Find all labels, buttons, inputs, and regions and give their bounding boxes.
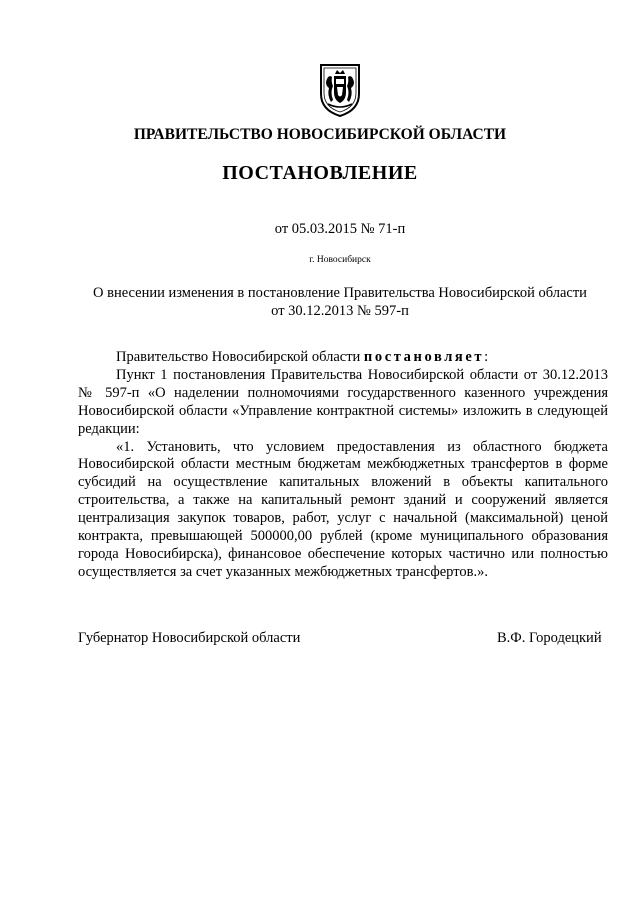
subject-line-2: от 30.12.2013 № 597-п xyxy=(271,303,409,319)
document-subject xyxy=(70,284,610,320)
paragraph-1: Пункт 1 постановления Правительства Новосибирской области от 30.12.2013 № 597-п «О наделении полномочиями государственного казенного учреждения Новосибирской области «Управление контрактной системы» изложить в следующей редакции: xyxy=(78,366,608,437)
signatory-position: Губернатор Новосибирской области xyxy=(78,630,301,646)
signatory-name: В.Ф. Городецкий xyxy=(497,630,602,646)
document-type: ПОСТАНОВЛЕНИЕ xyxy=(222,162,418,184)
intro-paragraph xyxy=(78,349,608,367)
paragraph-2: «1. Установить, что условием предоставления из областного бюджета Новосибирской области местным бюджетам межбюджетных трансфертов в форме субсидий на осуществление капитальных вложений в объекты капитального строительства, а также на капитальный ремонт зданий и сооружений является централизация закупок товаров, работ, услуг с начальной (максимальной) ценой контракта, превышающей 500000,00 рублей (кроме муниципального образования города Новосибирска), финансовое обеспечение которых частично или полностью осуществляется за счет указанных межбюджетных трансфертов.». xyxy=(78,438,608,580)
intro-end: : xyxy=(484,349,489,365)
organization-title: ПРАВИТЕЛЬСТВО НОВОСИБИРСКОЙ ОБЛАСТИ xyxy=(133,126,507,143)
date-number-line: от 05.03.2015 № 71-п xyxy=(274,221,406,237)
city-line: г. Новосибирск xyxy=(309,255,371,265)
intro-text: Правительство Новосибирской области xyxy=(116,349,364,365)
resolution-keyword: постановляет xyxy=(363,349,485,365)
subject-line-1: О внесении изменения в постановление Правительства Новосибирской области xyxy=(93,285,587,301)
coat-of-arms-icon xyxy=(318,62,362,118)
document-body xyxy=(78,349,608,582)
